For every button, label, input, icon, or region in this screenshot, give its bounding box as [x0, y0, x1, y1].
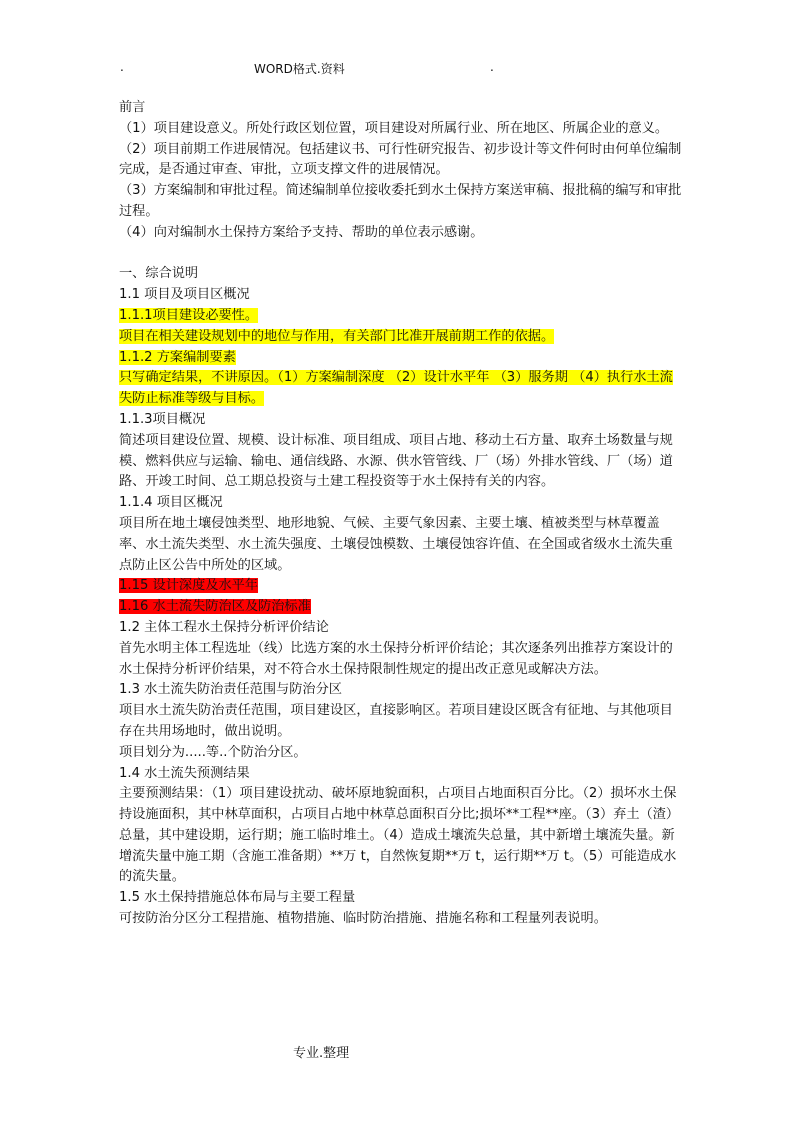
- paragraph-text: 1.1.3项目概况: [119, 411, 206, 427]
- paragraph-text: 项目划分为.....等..个防治分区。: [119, 744, 307, 760]
- paragraph: [119, 306, 685, 327]
- paragraph: [119, 98, 685, 119]
- paragraph: [119, 597, 685, 618]
- paragraph: [119, 348, 685, 369]
- paragraph-text: 主要预测结果：（1）项目建设扰动、破坏原地貌面积，占项目占地面积百分比。（2）损坏水土保持设施面积，其中林草面积，占项目占地中林草总面积百分比;损坏**工程**座。（3）弃土（渣）总量，其中建设期，运行期；施工临时堆土。（4）造成土壤流失总量，其中新增土壤流失量。新增流失量中施工期（含施工准备期）**万 t，自然恢复期**万 t，运行期**万 t。（5）可能造成水的流失量。: [119, 786, 680, 885]
- header-dot-right: .: [490, 60, 494, 74]
- paragraph-text: 项目所在地土壤侵蚀类型、地形地貌、气候、主要气象因素、主要土壤、植被类型与林草覆盖率、水土流失类型、水土流失强度、土壤侵蚀模数、土壤侵蚀容许值、在全国或省级水土流失重点防止区公告中所处的区域。: [119, 515, 673, 573]
- paragraph-text: （3）方案编制和审批过程。简述编制单位接收委托到水土保持方案送审稿、报批稿的编写和审批过程。: [119, 183, 682, 219]
- document-body: [119, 98, 685, 930]
- paragraph-text: 简述项目建设位置、规模、设计标准、项目组成、项目占地、移动土石方量、取弃土场数量与规模、燃料供应与运输、输电、通信线路、水源、供水管管线、厂（场）外排水管线、厂（场）道路、开竣工时间、总工期总投资与土建工程投资等于水土保持有关的内容。: [119, 432, 673, 490]
- paragraph: [119, 639, 685, 681]
- paragraph: [119, 119, 685, 140]
- header-title: WORD格式.资料: [254, 62, 345, 76]
- paragraph-text: （2）项目前期工作进展情况。包括建议书、可行性研究报告、初步设计等文件何时由何单位编制完成，是否通过审查、审批，立项支撑文件的进展情况。: [119, 141, 682, 178]
- blank-line: [119, 244, 685, 265]
- paragraph-text: 可按防治分区分工程措施、植物措施、临时防治措施、措施名称和工程量列表说明。: [119, 911, 607, 927]
- paragraph-text: 1.4 水土流失预测结果: [119, 765, 250, 781]
- paragraph-text: 1.1.4 项目区概况: [119, 495, 223, 511]
- paragraph: [119, 764, 685, 785]
- paragraph: [119, 514, 685, 576]
- paragraph-text: 1.2 主体工程水土保持分析评价结论: [119, 619, 329, 635]
- paragraph-text: 一、综合说明: [119, 266, 199, 282]
- paragraph: [119, 784, 685, 888]
- paragraph: [119, 368, 685, 410]
- paragraph-text: 项目水土流失防治责任范围，项目建设区，直接影响区。若项目建设区既含有征地、与其他项目存在共用场地时，做出说明。: [119, 703, 673, 739]
- paragraph-text: 前言: [119, 100, 146, 115]
- paragraph-text: 1.1 项目及项目区概况: [119, 287, 250, 303]
- paragraph: [119, 327, 685, 348]
- paragraph-text: 只写确定结果，不讲原因。（1）方案编制深度 （2）设计水平年 （3）服务期 （4）执行水土流失防止标准等级与目标。: [119, 370, 673, 407]
- paragraph-text: （4）向对编制水土保持方案给予支持、帮助的单位表示感谢。: [119, 224, 484, 240]
- paragraph: [119, 909, 685, 930]
- paragraph-text: 1.15 设计深度及水平年: [119, 578, 259, 594]
- paragraph: [119, 743, 685, 764]
- paragraph-text: 1.3 水土流失防治责任范围与防治分区: [119, 682, 342, 698]
- paragraph: [119, 223, 685, 244]
- paragraph: [119, 140, 685, 182]
- paragraph-text: （1）项目建设意义。所处行政区划位置，项目建设对所属行业、所在地区、所属企业的意义。: [119, 120, 669, 136]
- paragraph: [119, 264, 685, 285]
- paragraph-text: 项目在相关建设规划中的地位与作用，有关部门比准开展前期工作的依据。: [119, 328, 555, 344]
- paragraph-text: 首先水明主体工程选址（线）比选方案的水土保持分析评价结论；其次逐条列出推荐方案设计的水土保持分析评价结果，对不符合水土保持限制性规定的提出改正意见或解决方法。: [119, 640, 673, 677]
- paragraph: [119, 576, 685, 597]
- page-header: [0, 60, 794, 78]
- paragraph: [119, 181, 685, 223]
- paragraph: [119, 285, 685, 306]
- header-dot-left: .: [120, 60, 124, 74]
- paragraph: [119, 431, 685, 493]
- paragraph: [119, 888, 685, 909]
- paragraph-text: 1.5 水土保持措施总体布局与主要工程量: [119, 890, 356, 906]
- paragraph-text: 1.16 水土流失防治区及防治标准: [119, 599, 311, 615]
- paragraph: [119, 410, 685, 431]
- paragraph-text: 1.1.2 方案编制要素: [119, 349, 236, 365]
- paragraph: [119, 618, 685, 639]
- paragraph: [119, 680, 685, 701]
- page-footer: 专业.整理: [293, 1046, 350, 1061]
- paragraph: [119, 701, 685, 743]
- paragraph-text: 1.1.1项目建设必要性。: [119, 307, 259, 323]
- paragraph: [119, 493, 685, 514]
